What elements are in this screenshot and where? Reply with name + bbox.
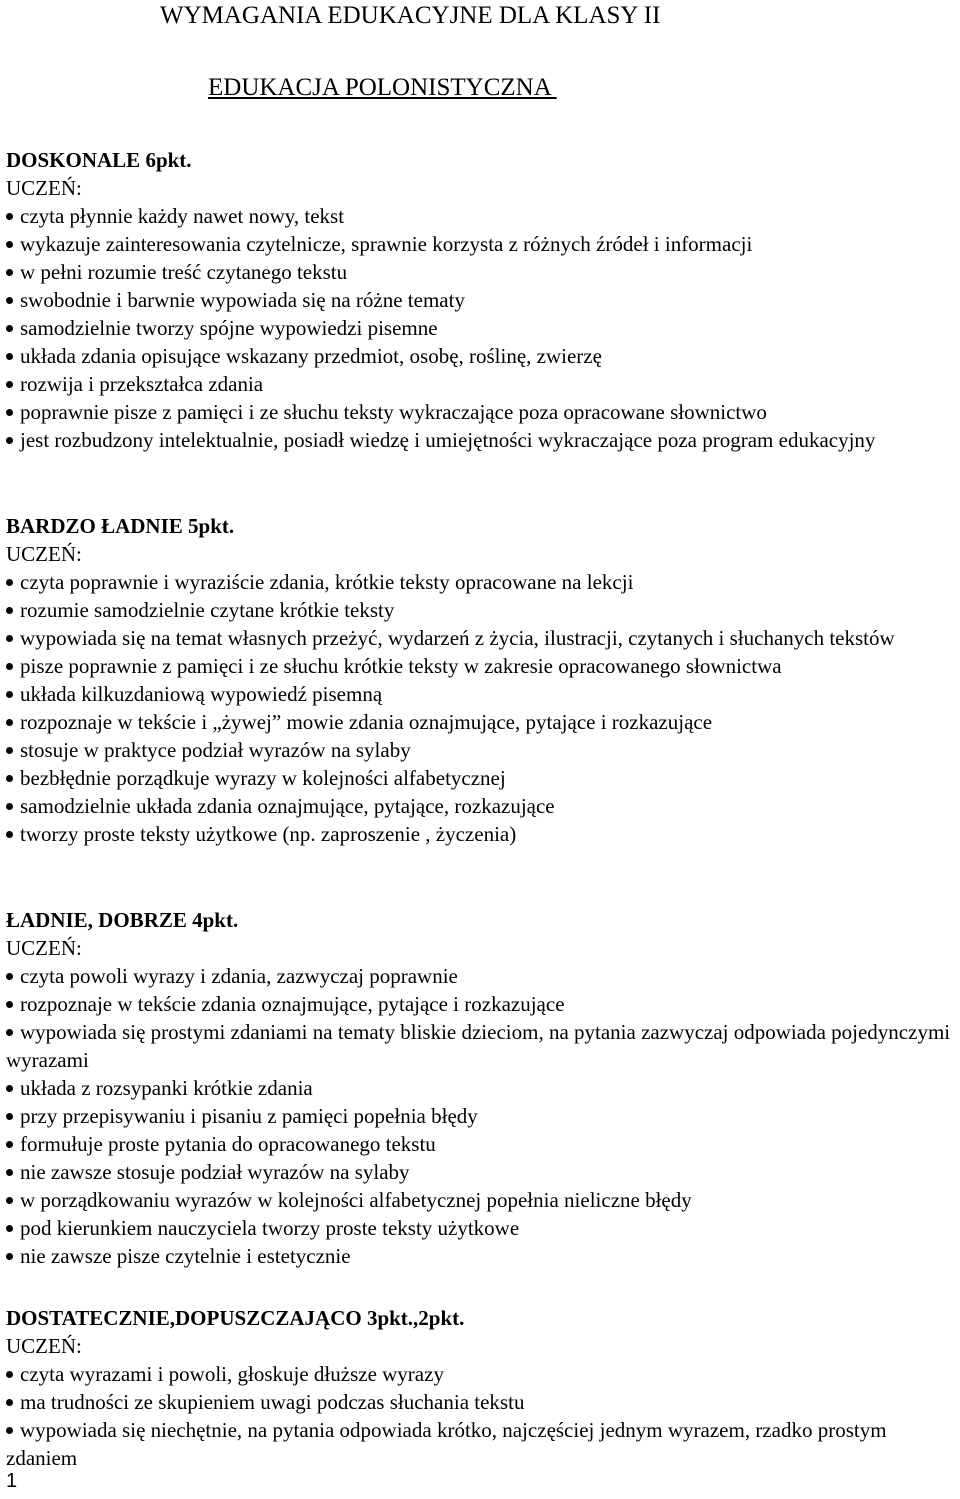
list-item: pod kierunkiem nauczyciela tworzy proste teksty użytkowe: [6, 1214, 956, 1242]
requirements-list: [6, 1360, 956, 1472]
list-item: formułuje proste pytania do opracowanego tekstu: [6, 1130, 956, 1158]
list-item: wykazuje zainteresowania czytelnicze, sprawnie korzysta z różnych źródeł i informacji: [6, 230, 956, 258]
page-number: 1: [6, 1470, 18, 1492]
bullet-icon: [6, 973, 13, 980]
bullet-icon: [6, 1399, 13, 1406]
bullet-icon: [6, 1197, 13, 1204]
bullet-icon: [6, 1253, 13, 1260]
bullet-icon: [6, 775, 13, 782]
list-item: wypowiada się na temat własnych przeżyć, wydarzeń z życia, ilustracji, czytanych i słuchanych tekstów: [6, 624, 956, 652]
bullet-icon: [6, 269, 13, 276]
list-item: tworzy proste teksty użytkowe (np. zaproszenie , życzenia): [6, 820, 956, 848]
bullet-icon: [6, 635, 13, 642]
bullet-icon: [6, 353, 13, 360]
bullet-icon: [6, 1225, 13, 1232]
bullet-icon: [6, 1029, 13, 1036]
bullet-icon: [6, 579, 13, 586]
bullet-icon: [6, 663, 13, 670]
bullet-icon: [6, 691, 13, 698]
list-item: układa zdania opisujące wskazany przedmiot, osobę, roślinę, zwierzę: [6, 342, 956, 370]
bullet-icon: [6, 1085, 13, 1092]
list-item: jest rozbudzony intelektualnie, posiadł wiedzę i umiejętności wykraczające poza program edukacyjny: [6, 426, 956, 454]
list-item: czyta wyrazami i powoli, głoskuje dłuższe wyrazy: [6, 1360, 956, 1388]
list-item: rozumie samodzielnie czytane krótkie teksty: [6, 596, 956, 624]
list-item: czyta płynnie każdy nawet nowy, tekst: [6, 202, 956, 230]
bullet-icon: [6, 241, 13, 248]
section-bardzo-ladnie: [6, 512, 956, 848]
bullet-icon: [6, 831, 13, 838]
bullet-icon: [6, 747, 13, 754]
section-dostatecznie: [6, 1304, 956, 1472]
bullet-icon: [6, 607, 13, 614]
list-item: rozpoznaje w tekście i „żywej” mowie zdania oznajmujące, pytające i rozkazujące: [6, 708, 956, 736]
list-item: układa kilkuzdaniową wypowiedź pisemną: [6, 680, 956, 708]
list-item: nie zawsze stosuje podział wyrazów na sylaby: [6, 1158, 956, 1186]
list-item: samodzielnie układa zdania oznajmujące, pytające, rozkazujące: [6, 792, 956, 820]
bullet-icon: [6, 803, 13, 810]
bullet-icon: [6, 1427, 13, 1434]
list-item: układa z rozsypanki krótkie zdania: [6, 1074, 956, 1102]
list-item: ma trudności ze skupieniem uwagi podczas słuchania tekstu: [6, 1388, 956, 1416]
bullet-icon: [6, 1113, 13, 1120]
list-item: stosuje w praktyce podział wyrazów na sylaby: [6, 736, 956, 764]
document-title: WYMAGANIA EDUKACYJNE DLA KLASY II: [160, 2, 661, 29]
list-item: w porządkowaniu wyrazów w kolejności alfabetycznej popełnia nieliczne błędy: [6, 1186, 956, 1214]
bullet-icon: [6, 213, 13, 220]
bullet-icon: [6, 297, 13, 304]
requirements-list: [6, 568, 956, 848]
grade-heading: DOSKONALE 6pkt.: [6, 148, 192, 172]
requirements-list: [6, 962, 956, 1270]
bullet-icon: [6, 1141, 13, 1148]
list-item: wypowiada się prostymi zdaniami na tematy bliskie dzieciom, na pytania zazwyczaj odpowiada pojedynczymi wyrazami: [6, 1020, 951, 1072]
bullet-icon: [6, 409, 13, 416]
grade-heading: DOSTATECZNIE,DOPUSZCZAJĄCO 3pkt.,2pkt.: [6, 1306, 465, 1330]
section-ladnie-dobrze: [6, 906, 956, 1270]
requirements-list: [6, 202, 956, 454]
list-item: nie zawsze pisze czytelnie i estetycznie: [6, 1242, 956, 1270]
grade-heading: ŁADNIE, DOBRZE 4pkt.: [6, 908, 239, 932]
bullet-icon: [6, 1371, 13, 1378]
list-item: przy przepisywaniu i pisaniu z pamięci popełnia błędy: [6, 1102, 956, 1130]
list-item: rozwija i przekształca zdania: [6, 370, 956, 398]
list-item: w pełni rozumie treść czytanego tekstu: [6, 258, 956, 286]
student-label: UCZEŃ:: [6, 176, 82, 200]
bullet-icon: [6, 325, 13, 332]
document-subtitle: EDUKACJA POLONISTYCZNA: [208, 74, 557, 101]
list-item: czyta poprawnie i wyraziście zdania, krótkie teksty opracowane na lekcji: [6, 568, 956, 596]
bullet-icon: [6, 1169, 13, 1176]
list-item: poprawnie pisze z pamięci i ze słuchu teksty wykraczające poza opracowane słownictwo: [6, 398, 956, 426]
list-item: pisze poprawnie z pamięci i ze słuchu krótkie teksty w zakresie opracowanego słownictwa: [6, 652, 956, 680]
student-label: UCZEŃ:: [6, 542, 82, 566]
bullet-icon: [6, 1001, 13, 1008]
section-doskonale: [6, 146, 956, 454]
student-label: UCZEŃ:: [6, 1334, 82, 1358]
student-label: UCZEŃ:: [6, 936, 82, 960]
bullet-icon: [6, 437, 13, 444]
list-item: swobodnie i barwnie wypowiada się na różne tematy: [6, 286, 956, 314]
list-item: samodzielnie tworzy spójne wypowiedzi pisemne: [6, 314, 956, 342]
list-item: rozpoznaje w tekście zdania oznajmujące, pytające i rozkazujące: [6, 990, 956, 1018]
list-item: czyta powoli wyrazy i zdania, zazwyczaj poprawnie: [6, 962, 956, 990]
bullet-icon: [6, 719, 13, 726]
bullet-icon: [6, 381, 13, 388]
list-item: bezbłędnie porządkuje wyrazy w kolejności alfabetycznej: [6, 764, 956, 792]
grade-heading: BARDZO ŁADNIE 5pkt.: [6, 514, 235, 538]
list-item: wypowiada się niechętnie, na pytania odpowiada krótko, najczęściej jednym wyrazem, rzadko prostym zdaniem: [6, 1418, 887, 1470]
